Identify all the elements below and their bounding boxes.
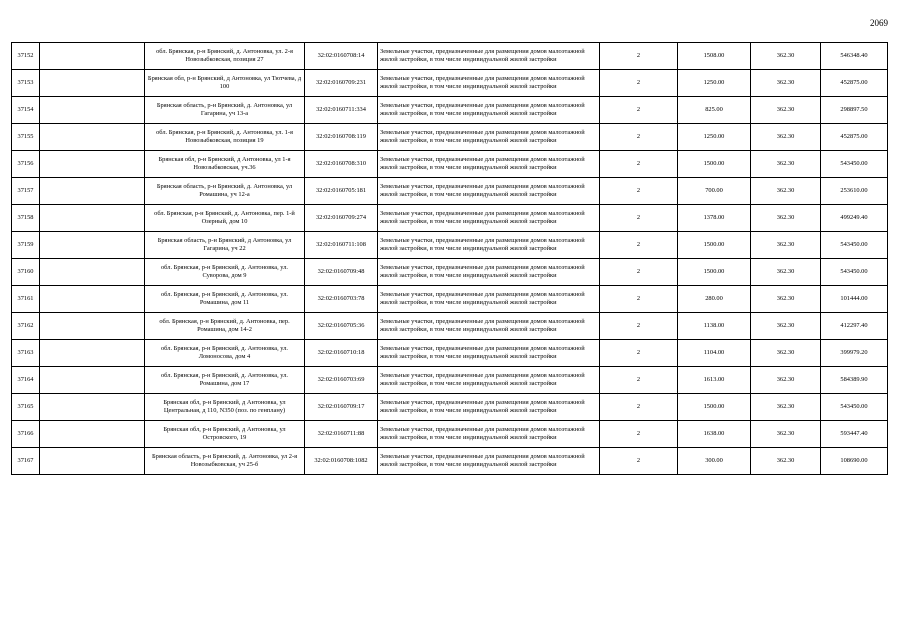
cadastral-number-cell: 32:02:0160711:108 [305,232,378,259]
area-cell: 700.00 [678,178,751,205]
empty-cell [40,232,145,259]
land-use-cell: Земельные участки, предназначенные для размещения домов малоэтажной жилой застройки, в том числе индивидуальной жилой застройки [378,151,600,178]
land-use-cell: Земельные участки, предназначенные для размещения домов малоэтажной жилой застройки, в том числе индивидуальной жилой застройки [378,97,600,124]
cadastral-number-cell: 32:02:0160705:36 [305,313,378,340]
rate-cell: 362.30 [751,205,821,232]
area-cell: 825.00 [678,97,751,124]
record-number: 37158 [12,205,40,232]
address-cell: обл. Брянская, р-н Брянский, д. Антоновка, ул. Ломоносова, дом 4 [145,340,305,367]
table-row [12,70,888,97]
page-number: 2069 [870,18,888,28]
land-use-cell: Земельные участки, предназначенные для размещения домов малоэтажной жилой застройки, в том числе индивидуальной жилой застройки [378,367,600,394]
empty-cell [40,259,145,286]
area-cell: 1500.00 [678,259,751,286]
cadastral-value-cell: 543450.00 [821,151,888,178]
cadastral-value-cell: 593447.40 [821,421,888,448]
land-use-cell: Земельные участки, предназначенные для размещения домов малоэтажной жилой застройки, в том числе индивидуальной жилой застройки [378,43,600,70]
area-cell: 1508.00 [678,43,751,70]
record-number: 37154 [12,97,40,124]
cadastral-number-cell: 32:02:0160703:69 [305,367,378,394]
address-cell: Брянская обл, р-н Брянский, д Антоновка, ул Центральная, д 110, N350 (поз. по генплану) [145,394,305,421]
cadastral-registry-table [11,42,888,475]
area-cell: 1378.00 [678,205,751,232]
cadastral-value-cell: 499249.40 [821,205,888,232]
category-cell: 2 [600,367,678,394]
land-use-cell: Земельные участки, предназначенные для размещения домов малоэтажной жилой застройки, в том числе индивидуальной жилой застройки [378,421,600,448]
table-row [12,421,888,448]
address-cell: обл. Брянская, р-н Брянский, д. Антоновка, ул. 1-я Новозыбковская, позиция 19 [145,124,305,151]
cadastral-value-cell: 543450.00 [821,232,888,259]
rate-cell: 362.30 [751,151,821,178]
record-number: 37156 [12,151,40,178]
record-number: 37159 [12,232,40,259]
land-use-cell: Земельные участки, предназначенные для размещения домов малоэтажной жилой застройки, в том числе индивидуальной жилой застройки [378,286,600,313]
cadastral-number-cell: 32:02:0160709:274 [305,205,378,232]
table-row [12,151,888,178]
land-use-cell: Земельные участки, предназначенные для размещения домов малоэтажной жилой застройки, в том числе индивидуальной жилой застройки [378,70,600,97]
cadastral-value-cell: 543450.00 [821,394,888,421]
address-cell: обл. Брянская, р-н Брянский, д. Антоновка, ул. Суворова, дом 9 [145,259,305,286]
cadastral-value-cell: 543450.00 [821,259,888,286]
cadastral-number-cell: 32:02:0160709:17 [305,394,378,421]
address-cell: обл. Брянская, р-н Брянский, д. Антоновка, ул. 2-я Новозыбковская, позиция 27 [145,43,305,70]
category-cell: 2 [600,232,678,259]
address-cell: обл. Брянская, р-н Брянский, д. Антоновка, пер. 1-й Озерный, дом 10 [145,205,305,232]
record-number: 37160 [12,259,40,286]
cadastral-number-cell: 32:02:0160711:334 [305,97,378,124]
record-number: 37157 [12,178,40,205]
category-cell: 2 [600,340,678,367]
rate-cell: 362.30 [751,124,821,151]
cadastral-number-cell: 32:02:0160710:18 [305,340,378,367]
record-number: 37152 [12,43,40,70]
category-cell: 2 [600,43,678,70]
empty-cell [40,151,145,178]
cadastral-value-cell: 584389.90 [821,367,888,394]
area-cell: 1104.00 [678,340,751,367]
cadastral-number-cell: 32:02:0160708:310 [305,151,378,178]
table-body [12,43,888,475]
empty-cell [40,124,145,151]
empty-cell [40,394,145,421]
rate-cell: 362.30 [751,421,821,448]
table-row [12,205,888,232]
rate-cell: 362.30 [751,286,821,313]
category-cell: 2 [600,205,678,232]
rate-cell: 362.30 [751,178,821,205]
rate-cell: 362.30 [751,367,821,394]
address-cell: Брянская область, р-н Брянский, д. Антоновка, ул 2-я Новозыбковская, уч 25-б [145,448,305,475]
area-cell: 1250.00 [678,70,751,97]
category-cell: 2 [600,124,678,151]
rate-cell: 362.30 [751,313,821,340]
area-cell: 1638.00 [678,421,751,448]
empty-cell [40,313,145,340]
cadastral-number-cell: 32:02:0160708:1082 [305,448,378,475]
cadastral-value-cell: 101444.00 [821,286,888,313]
land-use-cell: Земельные участки, предназначенные для размещения домов малоэтажной жилой застройки, в том числе индивидуальной жилой застройки [378,178,600,205]
rate-cell: 362.30 [751,394,821,421]
category-cell: 2 [600,394,678,421]
category-cell: 2 [600,313,678,340]
category-cell: 2 [600,70,678,97]
record-number: 37167 [12,448,40,475]
empty-cell [40,70,145,97]
cadastral-value-cell: 412297.40 [821,313,888,340]
table-row [12,43,888,70]
address-cell: обл. Брянская, р-н Брянский, д. Антоновка, пер. Ромашина, дом 14-2 [145,313,305,340]
table-row [12,232,888,259]
cadastral-value-cell: 399979.20 [821,340,888,367]
category-cell: 2 [600,259,678,286]
address-cell: Брянская обл, р-н Брянский, д Антоновка, ул 1-я Новозыбковская, уч.36 [145,151,305,178]
empty-cell [40,448,145,475]
cadastral-number-cell: 32:02:0160708:14 [305,43,378,70]
cadastral-value-cell: 108690.00 [821,448,888,475]
empty-cell [40,43,145,70]
cadastral-number-cell: 32:02:0160711:88 [305,421,378,448]
record-number: 37166 [12,421,40,448]
cadastral-value-cell: 452875.00 [821,70,888,97]
table-row [12,448,888,475]
land-use-cell: Земельные участки, предназначенные для размещения домов малоэтажной жилой застройки, в том числе индивидуальной жилой застройки [378,259,600,286]
table-row [12,259,888,286]
area-cell: 1250.00 [678,124,751,151]
land-use-cell: Земельные участки, предназначенные для размещения домов малоэтажной жилой застройки, в том числе индивидуальной жилой застройки [378,205,600,232]
land-use-cell: Земельные участки, предназначенные для размещения домов малоэтажной жилой застройки, в том числе индивидуальной жилой застройки [378,232,600,259]
rate-cell: 362.30 [751,259,821,286]
category-cell: 2 [600,178,678,205]
record-number: 37164 [12,367,40,394]
area-cell: 1500.00 [678,151,751,178]
rate-cell: 362.30 [751,448,821,475]
area-cell: 1500.00 [678,394,751,421]
record-number: 37155 [12,124,40,151]
cadastral-number-cell: 32:02:0160705:181 [305,178,378,205]
cadastral-value-cell: 546348.40 [821,43,888,70]
land-use-cell: Земельные участки, предназначенные для размещения домов малоэтажной жилой застройки, в том числе индивидуальной жилой застройки [378,448,600,475]
area-cell: 1613.00 [678,367,751,394]
land-use-cell: Земельные участки, предназначенные для размещения домов малоэтажной жилой застройки, в том числе индивидуальной жилой застройки [378,394,600,421]
rate-cell: 362.30 [751,340,821,367]
category-cell: 2 [600,286,678,313]
land-use-cell: Земельные участки, предназначенные для размещения домов малоэтажной жилой застройки, в том числе индивидуальной жилой застройки [378,124,600,151]
address-cell: обл. Брянская, р-н Брянский, д. Антоновка, ул. Ромашина, дом 17 [145,367,305,394]
rate-cell: 362.30 [751,70,821,97]
cadastral-value-cell: 452875.00 [821,124,888,151]
record-number: 37161 [12,286,40,313]
cadastral-number-cell: 32:02:0160709:48 [305,259,378,286]
empty-cell [40,205,145,232]
cadastral-value-cell: 298897.50 [821,97,888,124]
rate-cell: 362.30 [751,97,821,124]
address-cell: Брянская область, р-н Брянский, д Антоновка, ул Гагарина, уч 22 [145,232,305,259]
record-number: 37162 [12,313,40,340]
land-use-cell: Земельные участки, предназначенные для размещения домов малоэтажной жилой застройки, в том числе индивидуальной жилой застройки [378,313,600,340]
address-cell: Брянская область, р-н Брянский, д. Антоновка, ул Ромашина, уч 12-а [145,178,305,205]
address-cell: обл. Брянская, р-н Брянский, д. Антоновка, ул. Ромашина, дом 11 [145,286,305,313]
category-cell: 2 [600,448,678,475]
rate-cell: 362.30 [751,43,821,70]
cadastral-number-cell: 32:02:0160709:231 [305,70,378,97]
category-cell: 2 [600,97,678,124]
table-row [12,286,888,313]
table-row [12,178,888,205]
cadastral-value-cell: 253610.00 [821,178,888,205]
area-cell: 1500.00 [678,232,751,259]
cadastral-number-cell: 32:02:0160703:78 [305,286,378,313]
table-row [12,124,888,151]
area-cell: 300.00 [678,448,751,475]
table-row [12,340,888,367]
category-cell: 2 [600,421,678,448]
empty-cell [40,421,145,448]
table-row [12,97,888,124]
land-use-cell: Земельные участки, предназначенные для размещения домов малоэтажной жилой застройки, в том числе индивидуальной жилой застройки [378,340,600,367]
record-number: 37153 [12,70,40,97]
table-row [12,394,888,421]
address-cell: Брянская область, р-н Брянский, д. Антоновка, ул Гагарина, уч 13-а [145,97,305,124]
empty-cell [40,367,145,394]
empty-cell [40,340,145,367]
table-row [12,313,888,340]
cadastral-number-cell: 32:02:0160708:119 [305,124,378,151]
table-row [12,367,888,394]
record-number: 37165 [12,394,40,421]
empty-cell [40,178,145,205]
empty-cell [40,97,145,124]
address-cell: Брянская обл, р-н Брянский, д Антоновка, ул Тютчева, д 100 [145,70,305,97]
record-number: 37163 [12,340,40,367]
area-cell: 1138.00 [678,313,751,340]
area-cell: 280.00 [678,286,751,313]
empty-cell [40,286,145,313]
rate-cell: 362.30 [751,232,821,259]
category-cell: 2 [600,151,678,178]
address-cell: Брянская обл, р-н Брянский, д Антоновка, ул Островского, 19 [145,421,305,448]
